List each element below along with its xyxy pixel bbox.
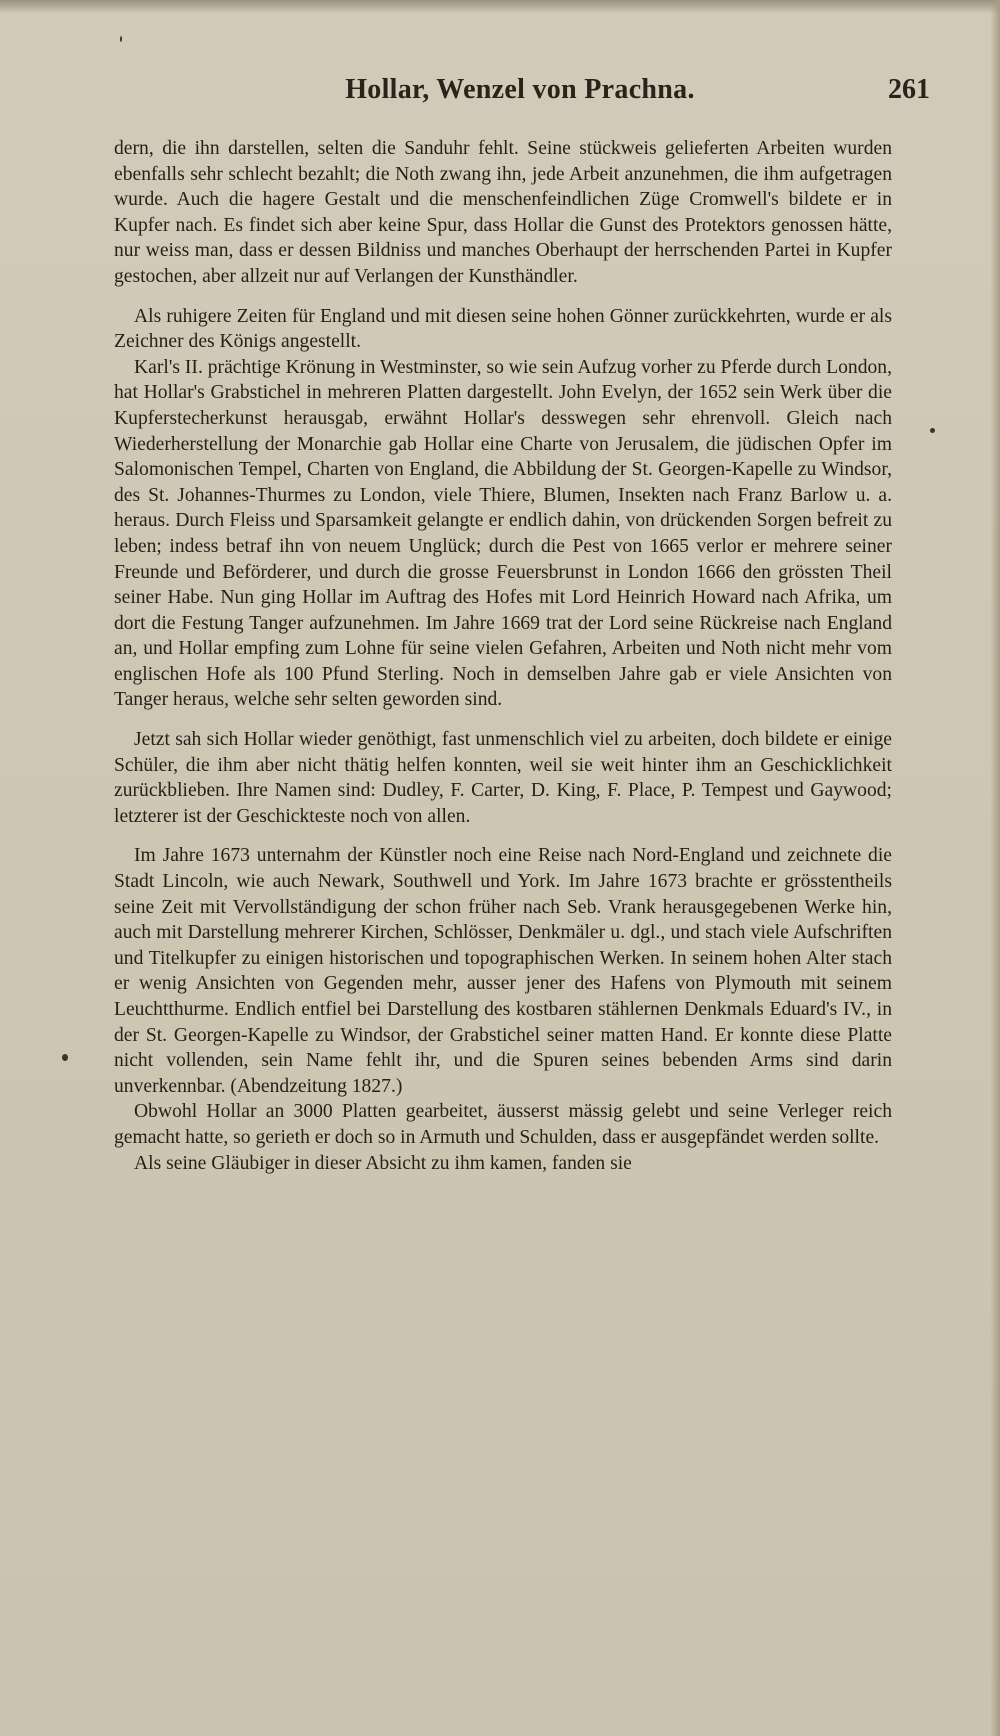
paragraph-6: Obwohl Hollar an 3000 Platten gearbeitet, äusserst mässig gelebt und seine Verleger reich gemacht hatte, so gerieth er doch so in Armuth und Schulden, dass er ausgepfändet werden sollte. xyxy=(114,1101,892,1148)
running-title: Hollar, Wenzel von Prachna. xyxy=(345,74,695,105)
page-number: 261 xyxy=(888,74,930,105)
page-header xyxy=(110,74,930,114)
paragraph-4: Jetzt sah sich Hollar wieder genöthigt, fast unmenschlich viel zu arbeiten, doch bildete er einige Schüler, die ihm aber nicht thätig helfen konnten, weil sie weit hinter ihm an Geschicklichkeit zurückblieben. Ihre Namen sind: Dudley, F. Carter, D. King, F. Place, P. Tempest und Gaywood; letzterer ist der Geschickteste noch von allen. xyxy=(114,729,892,827)
body-text xyxy=(114,136,892,1176)
ink-speck xyxy=(930,428,935,433)
ink-speck xyxy=(120,36,122,42)
paragraph-7: Als seine Gläubiger in dieser Absicht zu ihm kamen, fanden sie xyxy=(134,1152,632,1174)
paragraph-5: Im Jahre 1673 unternahm der Künstler noch eine Reise nach Nord-England und zeichnete die Stadt Lincoln, wie auch Newark, Southwell und York. Im Jahre 1673 brachte er grösstentheils seine Zeit mit Vervollständigung der schon früher nach Seb. Vrank herausgegebenen Werke hin, auch mit Darstellung mehrerer Kirchen, Schlösser, Denkmäler u. dgl., und stach viele Aufschriften und Titelkupfer zu einigen historischen und topographischen Werken. In seinem hohen Alter stach er wenig Ansichten von Gegenden mehr, ausser jener des Hafens von Plymouth mit seinem Leuchtthurme. Endlich entfiel bei Darstellung des kostbaren stählernen Denkmals Eduard's IV., in der St. Georgen-Kapelle zu Windsor, der Grabstichel seiner matten Hand. Er konnte diese Platte nicht vollenden, sein Name fehlt ihr, und die Spuren seines bebenden Arms sind darin unverkennbar. (Abendzeitung 1827.) xyxy=(114,845,892,1097)
paragraph-1: dern, die ihn darstellen, selten die Sanduhr fehlt. Seine stückweis gelieferten Arbeiten wurden ebenfalls sehr schlecht bezahlt; die Noth zwang ihn, jede Arbeit anzunehmen, die ihm aufgetragen wurde. Auch die hagere Gestalt und die menschenfeindlichen Züge Cromwell's bildete er in Kupfer nach. Es findet sich aber keine Spur, dass Hollar die Gunst des Protektors genossen hätte, nur weiss man, dass er dessen Bildniss und manches Oberhaupt der herrschenden Partei in Kupfer gestochen, aber allzeit nur auf Verlangen der Kunsthändler. xyxy=(114,138,892,287)
paragraph-2: Als ruhigere Zeiten für England und mit diesen seine hohen Gönner zurückkehrten, wurde er als Zeichner des Königs angestellt. xyxy=(114,305,892,353)
paragraph-3: Karl's II. prächtige Krönung in Westminster, so wie sein Aufzug vorher zu Pferde durch London, hat Hollar's Grabstichel in mehreren Platten dargestellt. John Evelyn, der 1652 sein Werk über die Kupferstecherkunst herausgab, erwähnt Hollar's desswegen sehr ehrenvoll. Gleich nach Wiederherstellung der Monarchie gab Hollar eine Charte von Jerusalem, die jüdischen Opfer im Salomonischen Tempel, Charten von England, die Abbildung der St. Georgen-Kapelle zu Windsor, des St. Johannes-Thurmes zu London, viele Thiere, Blumen, Insekten nach Franz Barlow u. a. heraus. Durch Fleiss und Sparsamkeit gelangte er endlich dahin, von drückenden Sorgen befreit zu leben; indess betraf ihn von neuem Unglück; durch die Pest von 1665 verlor er mehrere seiner Freunde und Beförderer, und durch die grosse Feuersbrunst in London 1666 den grössten Theil seiner Habe. Nun ging Hollar im Auftrag des Hofes mit Lord Heinrich Howard nach Afrika, um dort die Festung Tanger aufzunehmen. Im Jahre 1669 trat der Lord seine Rückreise nach England an, und Hollar empfing zum Lohne für seine vielen Gefahren, Arbeiten und Noth nicht mehr vom englischen Hofe als 100 Pfund Sterling. Noch in demselben Jahre gab er viele Ansichten von Tanger heraus, welche sehr selten geworden sind. xyxy=(114,356,892,711)
ink-speck xyxy=(62,1054,68,1061)
